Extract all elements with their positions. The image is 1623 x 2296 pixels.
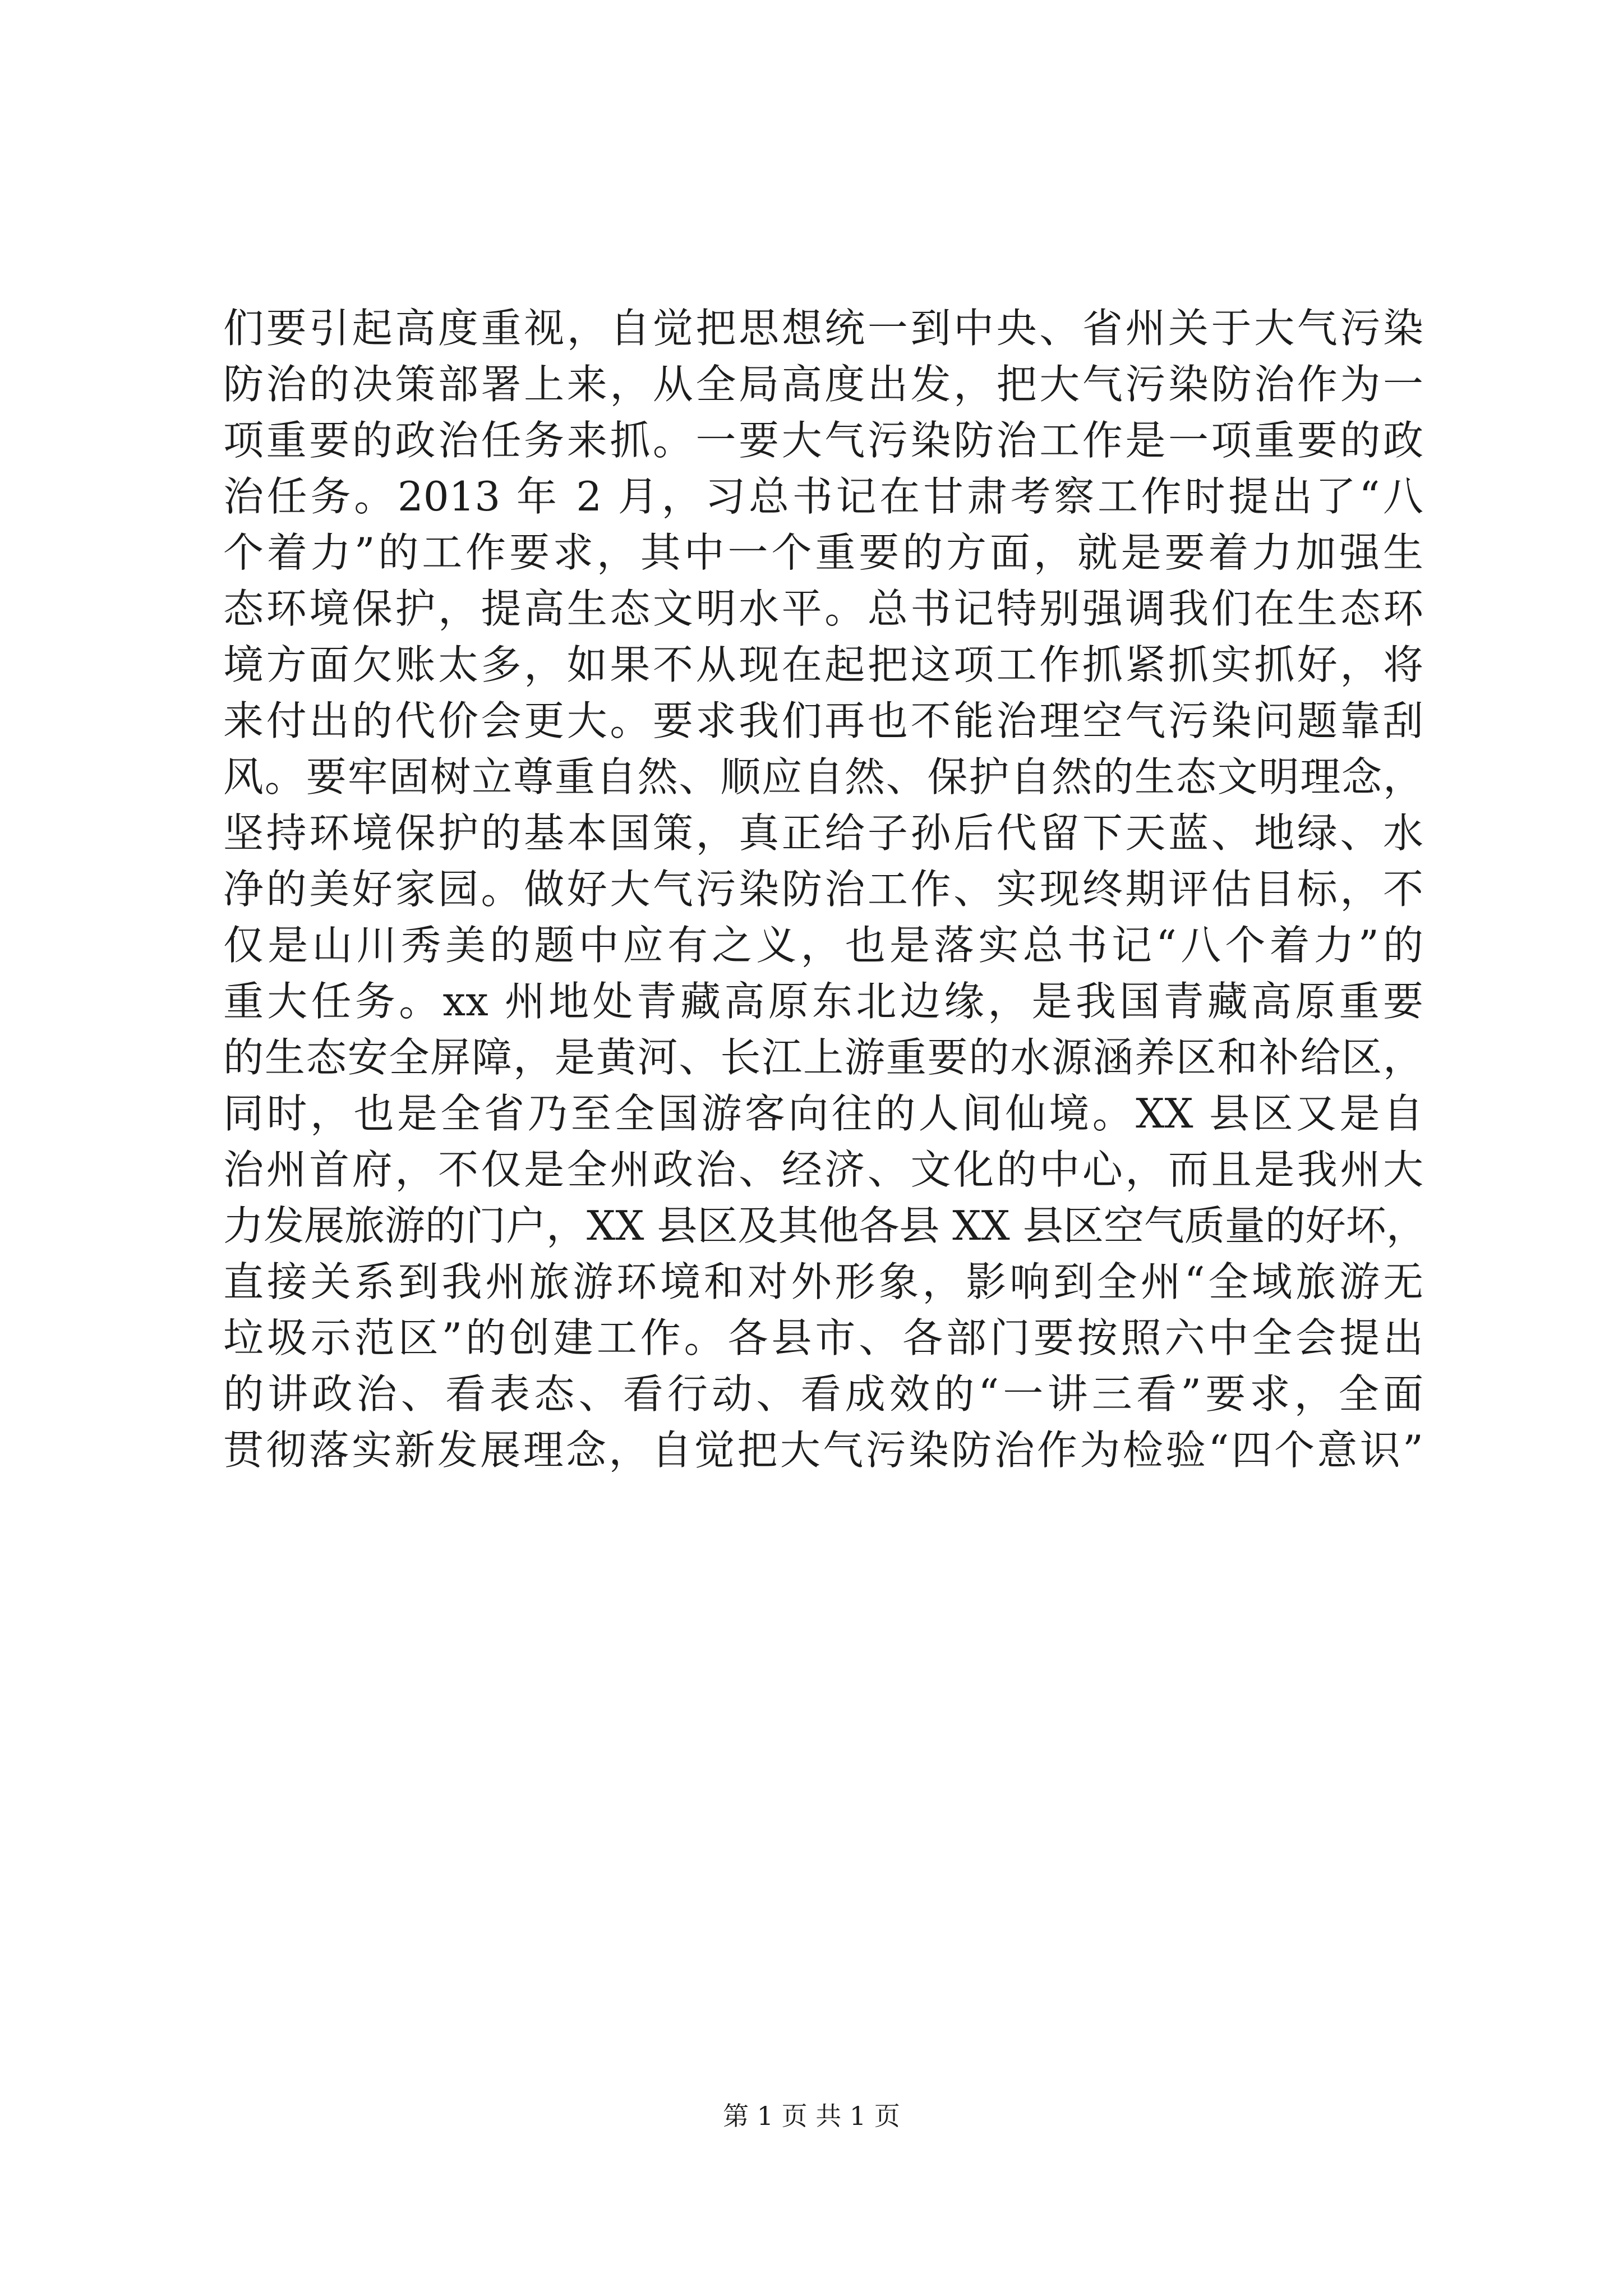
text-line: 坚持环境保护的基本国策，真正给子孙后代留下天蓝、地绿、水: [223, 809, 1423, 857]
text-line: 重大任务。xx 州地处青藏高原东北边缘，是我国青藏高原重要: [223, 978, 1423, 1025]
text-line: 们要引起高度重视，自觉把思想统一到中央、省州关于大气污染: [223, 305, 1423, 352]
text-line: 垃圾示范区”的创建工作。各县市、各部门要按照六中全会提出: [223, 1314, 1423, 1361]
text-line: 的生态安全屏障，是黄河、长江上游重要的水源涵养区和补给区，: [223, 1034, 1423, 1081]
page-footer: 第 1 页 共 1 页: [723, 2101, 900, 2131]
text-line: 态环境保护，提高生态文明水平。总书记特别强调我们在生态环: [223, 585, 1423, 632]
text-line: 治州首府，不仅是全州政治、经济、文化的中心，而且是我州大: [223, 1146, 1423, 1193]
text-line: 净的美好家园。做好大气污染防治工作、实现终期评估目标，不: [223, 866, 1423, 913]
text-line: 治任务。2013 年 2 月，习总书记在甘肃考察工作时提出了“八: [223, 473, 1423, 520]
text-line: 直接关系到我州旅游环境和对外形象，影响到全州“全域旅游无: [223, 1258, 1423, 1305]
text-line: 同时，也是全省乃至全国游客向往的人间仙境。XX 县区又是自: [223, 1090, 1423, 1137]
text-line: 境方面欠账太多，如果不从现在起把这项工作抓紧抓实抓好，将: [223, 641, 1423, 688]
text-line: 来付出的代价会更大。要求我们再也不能治理空气污染问题靠刮: [223, 697, 1423, 744]
text-line: 项重要的政治任务来抓。一要大气污染防治工作是一项重要的政: [223, 417, 1423, 464]
text-line: 风。要牢固树立尊重自然、顺应自然、保护自然的生态文明理念，: [223, 753, 1423, 800]
text-line: 力发展旅游的门户，XX 县区及其他各县 XX 县区空气质量的好坏，: [223, 1202, 1427, 1249]
text-line: 仅是山川秀美的题中应有之义，也是落实总书记“八个着力”的: [223, 922, 1423, 969]
text-line: 贯彻落实新发展理念，自觉把大气污染防治作为检验“四个意识”: [223, 1427, 1423, 1474]
text-line: 防治的决策部署上来，从全局高度出发，把大气污染防治作为一: [223, 361, 1423, 408]
text-line: 个着力”的工作要求，其中一个重要的方面，就是要着力加强生: [223, 529, 1423, 576]
body-text: [223, 300, 1427, 1478]
text-line: 的讲政治、看表态、看行动、看成效的“一讲三看”要求，全面: [223, 1370, 1423, 1418]
